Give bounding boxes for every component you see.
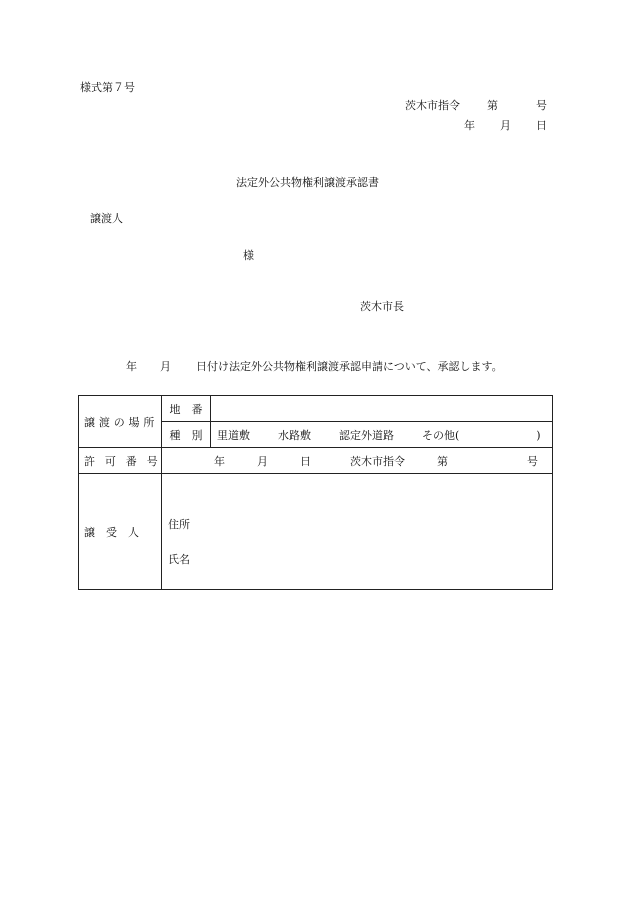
permit-city: 茨木市指令 bbox=[350, 454, 405, 468]
issuer: 茨木市長 bbox=[360, 300, 404, 313]
option-suiro[interactable]: 水路敷 bbox=[278, 428, 311, 442]
document-title: 法定外公共物権利譲渡承認書 bbox=[236, 176, 379, 189]
transferee-header: 譲 受 人 bbox=[79, 474, 162, 590]
option-sonota[interactable]: その他( bbox=[422, 428, 460, 442]
permit-year: 年 bbox=[214, 454, 225, 468]
date-month: 月 bbox=[500, 119, 511, 132]
body-year: 年 bbox=[126, 360, 137, 373]
doc-ref-go: 号 bbox=[536, 99, 547, 112]
permit-value bbox=[162, 448, 553, 474]
form-number: 様式第７号 bbox=[80, 81, 135, 94]
chiban-label: 地 番 bbox=[162, 396, 211, 422]
date-year: 年 bbox=[464, 119, 475, 132]
body-month: 月 bbox=[160, 360, 171, 373]
option-sonota-close: ) bbox=[536, 428, 541, 442]
permit-dai: 第 bbox=[437, 454, 448, 468]
name-label: 氏名 bbox=[168, 553, 190, 566]
option-ridou[interactable]: 里道敷 bbox=[217, 428, 250, 442]
recipient-honorific: 様 bbox=[243, 249, 254, 262]
date-day: 日 bbox=[536, 119, 547, 132]
option-nintei-gai[interactable]: 認定外道路 bbox=[339, 428, 394, 442]
recipient-label: 譲渡人 bbox=[90, 212, 123, 225]
permit-go: 号 bbox=[527, 454, 538, 468]
transferee-value bbox=[162, 474, 553, 590]
shubetsu-label: 種 別 bbox=[162, 422, 211, 448]
permit-month: 月 bbox=[257, 454, 268, 468]
approval-table bbox=[78, 395, 553, 590]
permit-day: 日 bbox=[300, 454, 311, 468]
address-label: 住所 bbox=[168, 518, 190, 531]
chiban-value[interactable] bbox=[211, 396, 553, 422]
doc-ref-dai: 第 bbox=[487, 99, 498, 112]
location-header: 譲渡の場所 bbox=[79, 396, 162, 448]
body-text: 日付け法定外公共物権利譲渡承認申請について、承認します。 bbox=[196, 360, 503, 373]
doc-ref-city: 茨木市指令 bbox=[405, 99, 460, 112]
permit-header: 許可番号 bbox=[79, 448, 162, 474]
shubetsu-options bbox=[211, 422, 553, 448]
